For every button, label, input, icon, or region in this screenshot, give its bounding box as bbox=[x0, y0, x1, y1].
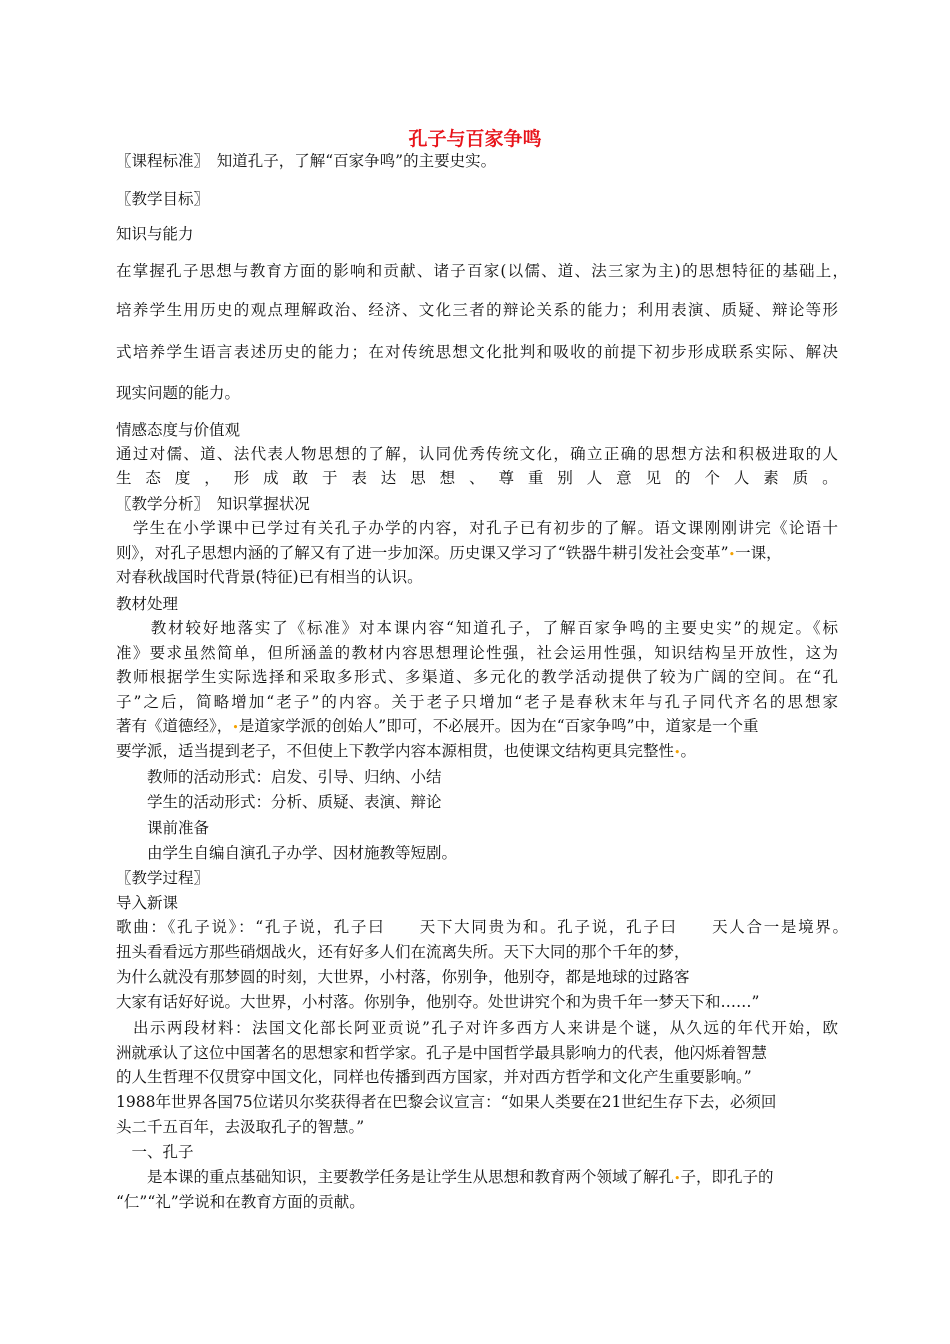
paragraph-line: 的人生哲理不仅贯穿中国文化，同样也传播到西方国家，并对西方哲学和文化产生重要影响。” bbox=[116, 1068, 752, 1086]
paragraph-line: 培养学生用历史的观点理解政治、经济、文化三者的辩论关系的能力；利用表演、质疑、辩论等形 bbox=[116, 301, 838, 319]
paragraph-line: 现实问题的能力。 bbox=[116, 384, 241, 402]
preparation-line: 由学生自编自演孔子办学、因材施教等短剧。 bbox=[116, 844, 458, 862]
paragraph-line: 1988年世界各国75位诺贝尔奖获得者在巴黎会议宣言：“如果人类要在21世纪生存下去，必须回 bbox=[116, 1093, 777, 1111]
mark-dot: • bbox=[232, 721, 239, 734]
paragraph-line: 头二千五百年，去汲取孔子的智慧。” bbox=[116, 1118, 365, 1136]
spread-line: 生 态 度 ， 形 成 敢 于 表 达 思 想 、 尊 重 别 人 意 见 的 个 人 素 质 。 bbox=[116, 469, 838, 487]
teacher-activities-line: 教师的活动形式：启发、引导、归纳、小结 bbox=[116, 768, 442, 786]
song-line: 为什么就没有那梦圆的时刻，大世界，小村落，你别争，他别夺，都是地球的过路客 bbox=[116, 968, 690, 986]
paragraph-line: 学生在小学课中已学过有关孔子办学的内容，对孔子已有初步的了解。语文课刚刚讲完《论语十 bbox=[116, 519, 838, 537]
paragraph-line: 式培养学生语言表述历史的能力；在对传统思想文化批判和吸收的前提下初步形成联系实际、解决 bbox=[116, 343, 838, 361]
paragraph-line: 教材较好地落实了《标准》对本课内容“知道孔子，了解百家争鸣的主要史实”的规定。《标 bbox=[116, 619, 838, 637]
teaching-process-heading: 〖教学过程〗 bbox=[116, 869, 210, 887]
document-title: 孔子与百家争鸣 bbox=[408, 128, 542, 150]
song-line: 歌曲：《孔子说》：“孔子说，孔子曰 天下大同贵为和。孔子说，孔子曰 天人合一是境界。 bbox=[116, 918, 848, 936]
mark-dot: • bbox=[674, 746, 681, 759]
song-line: 大家有话好好说。大世界，小村落。你别争，他别夺。处世讲究个和为贵千年一梦天下和……” bbox=[116, 993, 760, 1011]
paragraph-line: “仁”“礼”学说和在教育方面的贡献。 bbox=[116, 1193, 365, 1211]
paragraph-line: 子”之后，简略增加“老子”的内容。关于老子只增加“老子是春秋末年与孔子同代齐名的思想家 bbox=[116, 693, 838, 711]
mark-dot: • bbox=[728, 548, 736, 561]
student-activities-line: 学生的活动形式：分析、质疑、表演、辩论 bbox=[116, 793, 442, 811]
preparation-heading: 课前准备 bbox=[116, 819, 210, 837]
intro-heading: 导入新课 bbox=[116, 894, 179, 912]
teaching-goals-heading: 〖教学目标〗 bbox=[116, 190, 210, 208]
paragraph-line: 教师根据学生实际选择和采取多形式、多渠道、多元化的教学活动提供了较为广阔的空间。在“孔 bbox=[116, 668, 838, 686]
paragraph-line: 出示两段材料：法国文化部长阿亚贡说”孔子对许多西方人来讲是个谜，从久远的年代开始，欧 bbox=[116, 1019, 838, 1037]
section-heading: 一、孔子 bbox=[116, 1143, 194, 1161]
paragraph-line: 准》要求虽然简单，但所涵盖的教材内容思想理论性强，社会运用性强，知识结构呈开放性，这为 bbox=[116, 644, 838, 662]
teaching-analysis-heading: 〖教学分析〗 知识掌握状况 bbox=[116, 495, 310, 513]
textbook-handling-heading: 教材处理 bbox=[116, 595, 179, 613]
mark-dot: • bbox=[674, 1172, 681, 1185]
paragraph-line: 要学派，适当提到老子，不但使上下教学内容本源相贯，也使课文结构更具完整性•。 bbox=[116, 742, 697, 760]
song-line: 扭头看看远方那些硝烟战火，还有好多人们在流离失所。天下大同的那个千年的梦， bbox=[116, 943, 690, 961]
paragraph-line: 对春秋战国时代背景(特征)已有相当的认识。 bbox=[116, 568, 423, 586]
paragraph-line: 通过对儒、道、法代表人物思想的了解，认同优秀传统文化，确立正确的思想方法和积极进取的人 bbox=[116, 445, 838, 463]
paragraph-line: 在掌握孔子思想与教育方面的影响和贡献、诸子百家(以儒、道、法三家为主)的思想特征的基础上， bbox=[116, 262, 848, 280]
paragraph-line: 则》，对孔子思想内涵的了解又有了进一步加深。历史课又学习了“铁器牛耕引发社会变革”•一课， bbox=[116, 544, 782, 562]
course-standard-line: 〖课程标准〗 知道孔子，了解“百家争鸣”的主要史实。 bbox=[116, 152, 497, 170]
paragraph-line: 洲就承认了这位中国著名的思想家和哲学家。孔子是中国哲学最具影响力的代表，他闪烁着智慧 bbox=[116, 1044, 768, 1062]
paragraph-line: 著有《道德经》，•是道家学派的创始人”即可，不必展开。因为在“百家争鸣”中，道家是一个重 bbox=[116, 717, 759, 735]
knowledge-ability-heading: 知识与能力 bbox=[116, 225, 194, 243]
emotion-values-heading: 情感态度与价值观 bbox=[116, 421, 241, 439]
paragraph-line: 是本课的重点基础知识，主要教学任务是让学生从思想和教育两个领域了解孔•子，即孔子的 bbox=[116, 1168, 774, 1186]
